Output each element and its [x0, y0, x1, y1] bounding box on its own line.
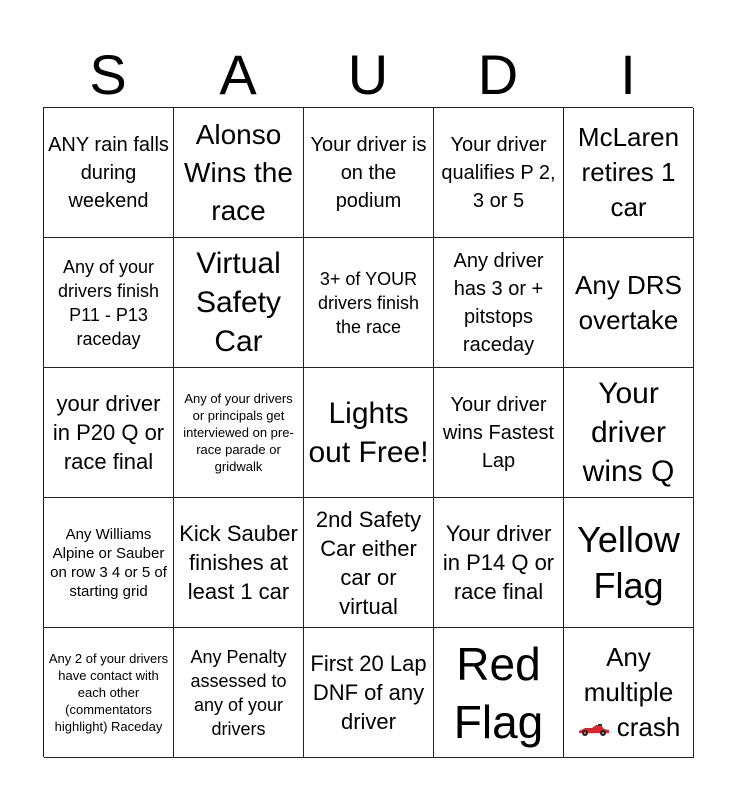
- bingo-cell[interactable]: [564, 238, 694, 368]
- bingo-grid: [43, 107, 693, 757]
- header-letter-u: U: [347, 43, 389, 106]
- cell-text: 3+ of YOUR drivers finish the race: [317, 268, 420, 337]
- header-letter-d: D: [477, 43, 519, 106]
- bingo-cell[interactable]: [174, 498, 304, 628]
- bingo-cell[interactable]: [304, 108, 434, 238]
- bingo-cell[interactable]: [44, 108, 174, 238]
- bingo-cell[interactable]: [174, 108, 304, 238]
- bingo-cell[interactable]: [564, 368, 694, 498]
- bingo-cell[interactable]: [44, 628, 174, 758]
- cell-line: multiple: [583, 677, 674, 707]
- cell-text: Any of your drivers or principals get interviewed on pre-race parade or gridwalk: [183, 391, 294, 474]
- bingo-cell[interactable]: [304, 368, 434, 498]
- cell-text: Any DRS overtake: [575, 269, 682, 335]
- cell-text: Any Williams Alpine or Sauber on row 3 4 or 5 of starting grid: [50, 525, 167, 600]
- cell-line: Any: [606, 642, 651, 672]
- cell-text: ANY rain falls during weekend: [48, 133, 169, 212]
- race-car-icon: [577, 721, 611, 737]
- cell-text: Your driver is on the podium: [310, 133, 427, 212]
- bingo-cell[interactable]: [174, 628, 304, 758]
- header-letter-a: A: [219, 43, 257, 106]
- header-letter-i: I: [620, 43, 636, 106]
- bingo-cell[interactable]: [44, 368, 174, 498]
- cell-text: Lights out Free!: [308, 396, 429, 469]
- cell-text: Any driver has 3 or + pitstops raceday: [453, 249, 544, 356]
- bingo-cell[interactable]: [564, 498, 694, 628]
- cell-text: Any 2 of your drivers have contact with each other (commentators highlight) Raceday: [48, 651, 169, 734]
- cell-text: [577, 640, 681, 745]
- cell-text: Kick Sauber finishes at least 1 car: [179, 521, 298, 604]
- bingo-cell[interactable]: [434, 238, 564, 368]
- cell-text: 2nd Safety Car either car or virtual: [315, 506, 422, 619]
- cell-text: Any Penalty assessed to any of your drivers: [190, 646, 287, 739]
- bingo-cell[interactable]: [564, 108, 694, 238]
- bingo-cell[interactable]: [304, 628, 434, 758]
- bingo-header: [43, 44, 693, 106]
- cell-text: Virtual Safety Car: [195, 247, 282, 358]
- bingo-cell[interactable]: [304, 238, 434, 368]
- bingo-cell[interactable]: [304, 498, 434, 628]
- cell-text: Red Flag: [453, 637, 544, 748]
- bingo-cell[interactable]: [44, 498, 174, 628]
- cell-text: your driver in P20 Q or race final: [52, 391, 165, 474]
- cell-text: Your driver wins Q: [582, 377, 675, 488]
- bingo-cell[interactable]: [434, 368, 564, 498]
- bingo-cell[interactable]: [434, 628, 564, 758]
- cell-text: Yellow Flag: [577, 518, 680, 606]
- cell-text: McLaren retires 1 car: [577, 122, 680, 222]
- header-letter-s: S: [89, 43, 127, 106]
- cell-text: Your driver wins Fastest Lap: [442, 393, 555, 472]
- cell-line: crash: [616, 712, 681, 742]
- bingo-cell[interactable]: [434, 498, 564, 628]
- cell-text: First 20 Lap DNF of any driver: [310, 651, 427, 734]
- bingo-cell[interactable]: [434, 108, 564, 238]
- cell-text: Any of your drivers finish P11 - P13 raceday: [57, 256, 160, 349]
- cell-text: Your driver in P14 Q or race final: [442, 521, 555, 604]
- bingo-cell[interactable]: [174, 238, 304, 368]
- cell-text: Your driver qualifies P 2, 3 or 5: [441, 133, 556, 212]
- bingo-cell[interactable]: [174, 368, 304, 498]
- bingo-cell[interactable]: [44, 238, 174, 368]
- cell-text: Alonso Wins the race: [184, 118, 293, 226]
- bingo-cell[interactable]: [564, 628, 694, 758]
